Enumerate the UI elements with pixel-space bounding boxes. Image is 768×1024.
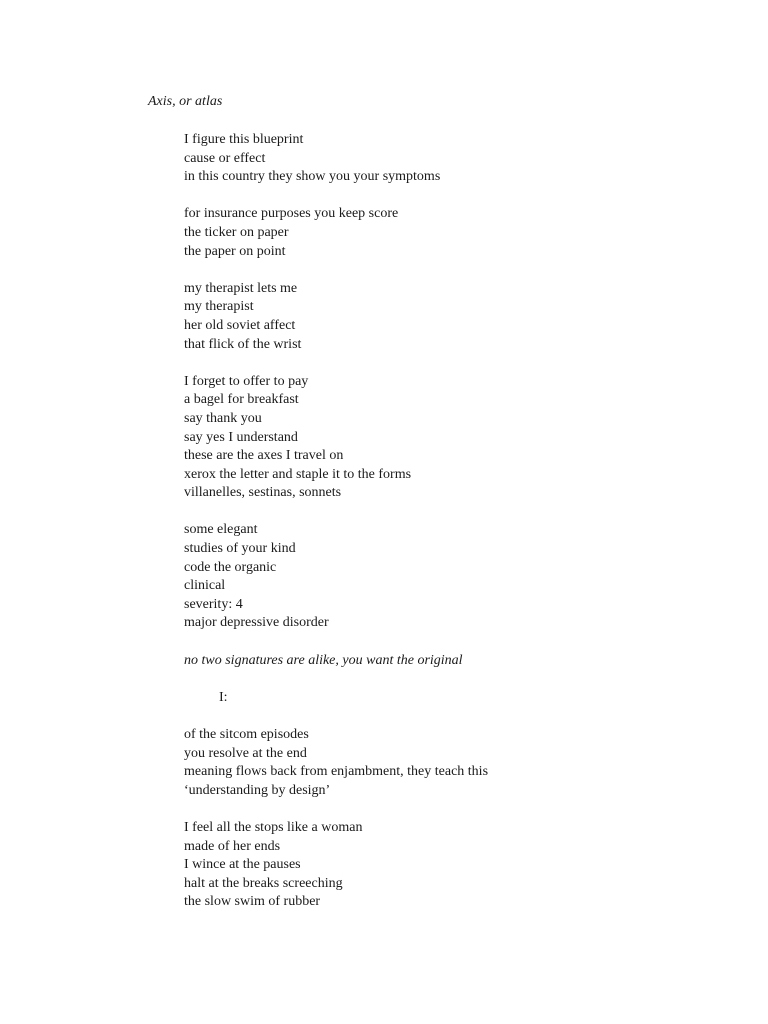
poem-line: I wince at the pauses xyxy=(184,857,301,873)
stanza xyxy=(184,689,744,708)
poem-line: clinical xyxy=(184,578,226,594)
poem-line: halt at the breaks screeching xyxy=(184,875,343,891)
poem-line: say yes I understand xyxy=(184,429,298,445)
poem-line: I figure this blueprint xyxy=(184,132,304,147)
stanza xyxy=(184,819,744,912)
poem-line: say thank you xyxy=(184,410,262,426)
stanza xyxy=(184,521,744,633)
poem-line: my therapist xyxy=(184,299,254,315)
poem-line: of the sitcom episodes xyxy=(184,727,309,742)
poem-line: I feel all the stops like a woman xyxy=(184,819,363,835)
poem-line: these are the axes I travel on xyxy=(184,448,344,464)
stanza xyxy=(184,373,744,503)
poem-line: that flick of the wrist xyxy=(184,336,302,352)
poem-line: in this country they show you your symptoms xyxy=(184,169,441,185)
stanza xyxy=(184,205,744,261)
poem-line: severity: 4 xyxy=(184,596,243,612)
poem-line: I forget to offer to pay xyxy=(184,373,309,389)
poem-line: villanelles, sestinas, sonnets xyxy=(184,485,342,501)
poem-line: the ticker on paper xyxy=(184,224,289,240)
poem-line: made of her ends xyxy=(184,838,281,854)
poem-line: a bagel for breakfast xyxy=(184,392,299,408)
poem-body xyxy=(184,131,744,931)
poem-line: major depressive disorder xyxy=(184,615,329,631)
poem-line: code the organic xyxy=(184,559,277,575)
poem-line: ‘understanding by design’ xyxy=(184,782,331,798)
poem-line: cause or effect xyxy=(184,150,266,166)
poem-line: no two signatures are alike, you want the original xyxy=(184,652,463,668)
poem-line: xerox the letter and staple it to the forms xyxy=(184,466,412,482)
poem-line: the slow swim of rubber xyxy=(184,894,321,910)
stanza xyxy=(184,652,744,671)
poem-line: I: xyxy=(219,689,228,705)
stanza xyxy=(184,280,744,354)
poem-title: Axis, or atlas xyxy=(148,94,223,109)
stanza xyxy=(184,726,744,800)
poem-line: you resolve at the end xyxy=(184,745,307,761)
poem-line: the paper on point xyxy=(184,243,286,259)
poem-line: some elegant xyxy=(184,522,258,538)
poem-line: meaning flows back from enjambment, they teach this xyxy=(184,764,489,780)
stanza xyxy=(184,131,744,187)
poem-line: studies of your kind xyxy=(184,541,296,557)
poem-line: her old soviet affect xyxy=(184,317,296,333)
poem-line: for insurance purposes you keep score xyxy=(184,206,399,222)
poem-line: my therapist lets me xyxy=(184,280,298,296)
